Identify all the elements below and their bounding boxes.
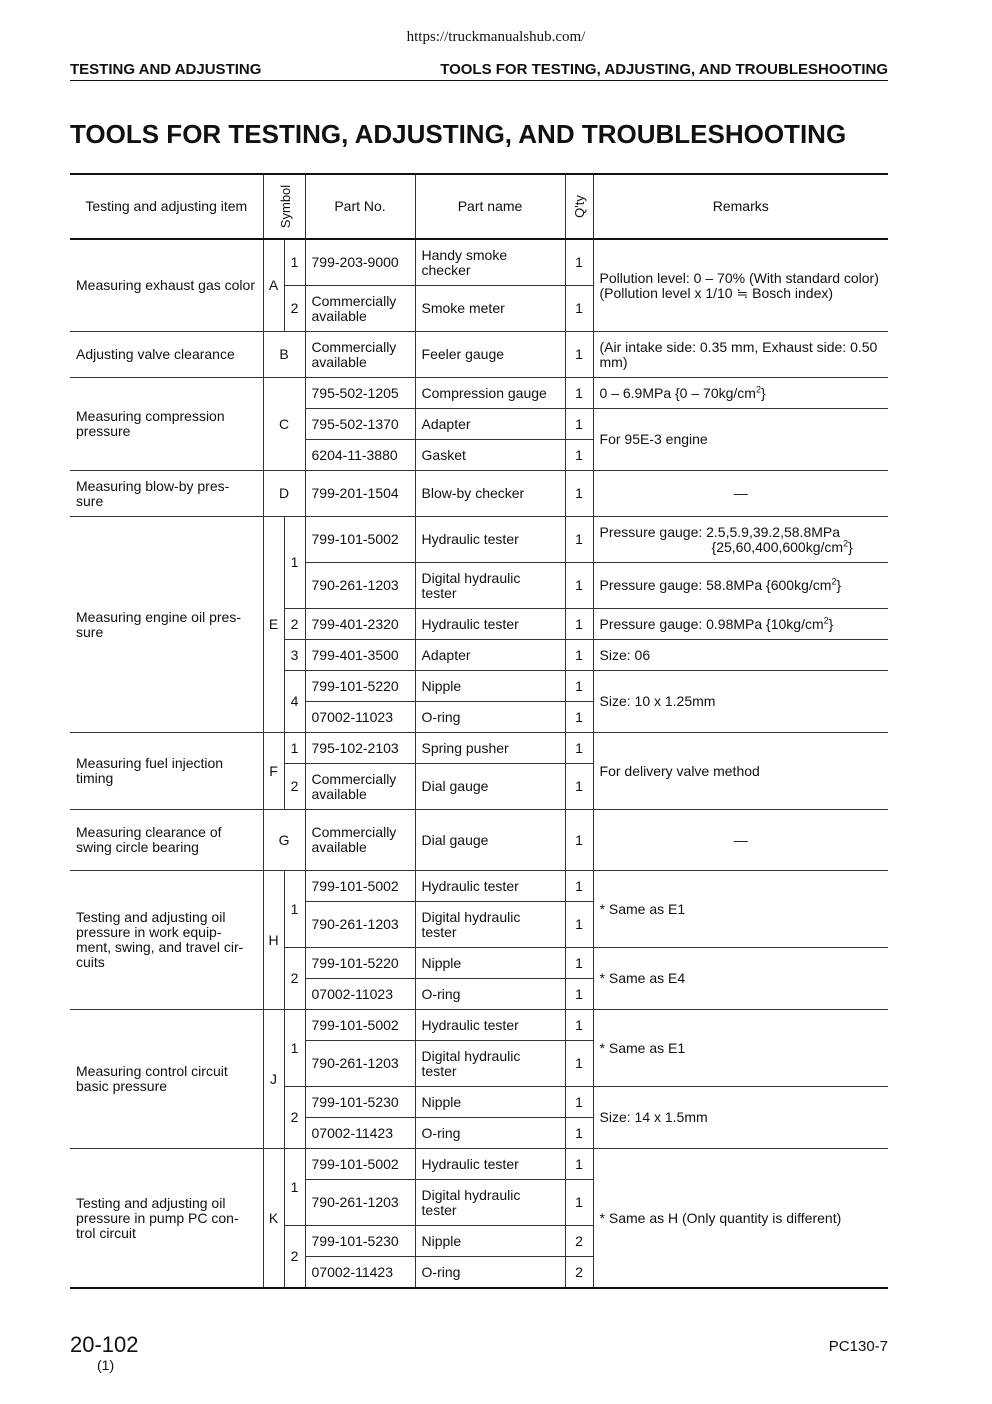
remarks-cell: * Same as E1 (593, 1010, 888, 1087)
part-name-cell: Hydraulic tester (415, 871, 565, 902)
part-name-cell: Digital hydraulic tester (415, 902, 565, 948)
part-name-cell: Hydraulic tester (415, 609, 565, 640)
sub-number-cell: 1 (284, 239, 305, 286)
part-no-cell: 790-261-1203 (305, 1041, 415, 1087)
remarks-cell: For delivery valve method (593, 733, 888, 810)
part-no-cell: 07002-11023 (305, 979, 415, 1010)
item-cell: Adjusting valve clearance (70, 332, 263, 378)
remarks-cell: Size: 14 x 1.5mm (593, 1087, 888, 1149)
part-no-cell: 799-101-5002 (305, 1149, 415, 1180)
sub-number-cell: 2 (284, 764, 305, 810)
part-name-cell: O-ring (415, 1118, 565, 1149)
part-name-cell: Hydraulic tester (415, 1149, 565, 1180)
col-header-item: Testing and adjusting item (70, 174, 263, 239)
part-no-cell: 799-101-5220 (305, 948, 415, 979)
remark-line: Pollution level: 0 – 70% (With standard color) (599, 269, 879, 286)
tools-table (70, 173, 888, 1289)
qty-cell: 1 (565, 902, 593, 948)
qty-cell: 1 (565, 1041, 593, 1087)
remarks-cell: * Same as H (Only quantity is different) (593, 1149, 888, 1289)
table-row (70, 517, 888, 563)
part-name-cell: Nipple (415, 1087, 565, 1118)
sub-number-cell: 2 (284, 948, 305, 1010)
part-no-cell: 790-261-1203 (305, 563, 415, 609)
table-row (70, 1010, 888, 1041)
symbol-cell: K (263, 1149, 284, 1289)
qty-cell: 1 (565, 671, 593, 702)
sub-number-cell: 2 (284, 286, 305, 332)
table-row (70, 733, 888, 764)
col-header-symbol: Symbol (263, 174, 305, 239)
table-row (70, 810, 888, 871)
item-cell: Measuring compression pressure (70, 378, 263, 471)
table-header-row (70, 174, 888, 239)
part-name-cell: Dial gauge (415, 810, 565, 871)
item-cell: Measuring fuel injection timing (70, 733, 263, 810)
qty-cell: 1 (565, 1118, 593, 1149)
symbol-cell: E (263, 517, 284, 733)
qty-cell: 1 (565, 702, 593, 733)
qty-cell: 1 (565, 979, 593, 1010)
remarks-cell: For 95E-3 engine (593, 409, 888, 471)
part-name-cell: Digital hydraulic tester (415, 1041, 565, 1087)
part-name-cell: Digital hydraulic tester (415, 563, 565, 609)
model-name: PC130-7 (828, 1338, 888, 1355)
part-name-cell: Digital hydraulic tester (415, 1180, 565, 1226)
item-cell: Testing and adjusting oil pressure in work equip-ment, swing, and travel cir-cuits (70, 871, 263, 1010)
qty-cell: 1 (565, 440, 593, 471)
page-number: 20-102 (70, 1332, 139, 1357)
source-url[interactable]: https://truckmanualshub.com/ (406, 29, 586, 45)
part-name-cell: Feeler gauge (415, 332, 565, 378)
item-cell: Measuring exhaust gas color (70, 239, 263, 332)
table-row (70, 1149, 888, 1180)
part-no-cell: 799-101-5230 (305, 1087, 415, 1118)
part-no-cell: 799-201-1504 (305, 471, 415, 517)
part-no-cell: Commercially available (305, 286, 415, 332)
part-no-cell: 799-401-3500 (305, 640, 415, 671)
part-name-cell: Hydraulic tester (415, 517, 565, 563)
part-name-cell: O-ring (415, 979, 565, 1010)
remarks-cell: — (593, 471, 888, 517)
part-name-cell: Smoke meter (415, 286, 565, 332)
qty-cell: 1 (565, 640, 593, 671)
part-name-cell: Gasket (415, 440, 565, 471)
part-no-cell: 799-101-5220 (305, 671, 415, 702)
part-no-cell: 799-101-5002 (305, 517, 415, 563)
remarks-cell: Size: 10 x 1.25mm (593, 671, 888, 733)
part-name-cell: Adapter (415, 409, 565, 440)
qty-cell: 1 (565, 239, 593, 286)
part-name-cell: Nipple (415, 671, 565, 702)
part-no-cell: 799-101-5002 (305, 1010, 415, 1041)
item-cell: Measuring blow-by pres-sure (70, 471, 263, 517)
part-no-cell: Commercially available (305, 810, 415, 871)
part-name-cell: O-ring (415, 1257, 565, 1289)
item-cell: Measuring engine oil pres-sure (70, 517, 263, 733)
qty-cell: 2 (565, 1226, 593, 1257)
qty-cell: 1 (565, 286, 593, 332)
header-rule (70, 80, 888, 81)
col-header-part-name: Part name (415, 174, 565, 239)
remarks-cell: Pressure gauge: 58.8MPa $\{600kg/cm^2\}$ (593, 563, 888, 609)
sub-number-cell: 1 (284, 517, 305, 609)
part-no-cell: 799-203-9000 (305, 239, 415, 286)
qty-cell: 1 (565, 332, 593, 378)
remarks-cell: Pressure gauge: 0.98MPa $\{10kg/cm^2\}$ (593, 609, 888, 640)
sub-number-cell: 1 (284, 1149, 305, 1226)
qty-cell: 1 (565, 1087, 593, 1118)
symbol-cell: B (263, 332, 305, 378)
qty-cell: 1 (565, 871, 593, 902)
part-name-cell: Compression gauge (415, 378, 565, 409)
part-no-cell: Commercially available (305, 332, 415, 378)
sub-number-cell: 1 (284, 733, 305, 764)
remark-line: Pressure gauge: 2.5,5.9,39.2,58.8MPa (599, 523, 841, 540)
qty-cell: 1 (565, 733, 593, 764)
remarks-cell (593, 517, 888, 563)
sub-number-cell: 1 (284, 1010, 305, 1087)
qty-cell: 1 (565, 471, 593, 517)
section-header: TESTING AND ADJUSTING (70, 61, 262, 78)
qty-cell: 1 (565, 563, 593, 609)
part-name-cell: Handy smoke checker (415, 239, 565, 286)
part-name-cell: O-ring (415, 702, 565, 733)
sub-number-cell: 2 (284, 1226, 305, 1289)
part-no-cell: 799-401-2320 (305, 609, 415, 640)
remarks-cell: 0 – 6.9MPa $\{0 - 70kg/cm^2\}$ (593, 378, 888, 409)
part-no-cell: 07002-11023 (305, 702, 415, 733)
qty-cell: 1 (565, 1010, 593, 1041)
table-row (70, 471, 888, 517)
qty-cell: 1 (565, 1149, 593, 1180)
page-revision: (1) (97, 1357, 115, 1373)
symbol-cell: H (263, 871, 284, 1010)
part-no-cell: Commercially available (305, 764, 415, 810)
col-header-remarks: Remarks (593, 174, 888, 239)
part-no-cell: 6204-11-3880 (305, 440, 415, 471)
item-cell: Testing and adjusting oil pressure in pump PC con-trol circuit (70, 1149, 263, 1289)
page-title: TOOLS FOR TESTING, ADJUSTING, AND TROUBLESHOOTING (70, 119, 847, 149)
sub-number-cell: 2 (284, 609, 305, 640)
table-row (70, 871, 888, 902)
part-name-cell: Dial gauge (415, 764, 565, 810)
table-row (70, 239, 888, 286)
part-name-cell: Nipple (415, 948, 565, 979)
symbol-cell: J (263, 1010, 284, 1149)
part-no-cell: 795-502-1370 (305, 409, 415, 440)
remarks-cell: (Air intake side: 0.35 mm, Exhaust side: 0.50 mm) (593, 332, 888, 378)
item-cell: Measuring control circuit basic pressure (70, 1010, 263, 1149)
qty-cell: 1 (565, 810, 593, 871)
remarks-cell (593, 239, 888, 332)
qty-cell: 1 (565, 1180, 593, 1226)
remark-line: (Pollution level x 1/10 ≒ Bosch index) (599, 284, 834, 301)
part-no-cell: 07002-11423 (305, 1118, 415, 1149)
qty-cell: 1 (565, 517, 593, 563)
qty-cell: 1 (565, 609, 593, 640)
col-header-qty: Q'ty (565, 174, 593, 239)
remarks-cell: * Same as E1 (593, 871, 888, 948)
part-name-cell: Blow-by checker (415, 471, 565, 517)
sub-number-cell: 3 (284, 640, 305, 671)
item-cell: Measuring clearance of swing circle bearing (70, 810, 263, 871)
table-row (70, 378, 888, 409)
qty-cell: 1 (565, 409, 593, 440)
symbol-cell: D (263, 471, 305, 517)
chapter-header: TOOLS FOR TESTING, ADJUSTING, AND TROUBLESHOOTING (440, 61, 888, 78)
remarks-cell: Size: 06 (593, 640, 888, 671)
part-no-cell: 790-261-1203 (305, 902, 415, 948)
qty-cell: 1 (565, 378, 593, 409)
part-no-cell: 795-502-1205 (305, 378, 415, 409)
symbol-cell: G (263, 810, 305, 871)
part-no-cell: 799-101-5002 (305, 871, 415, 902)
table-row (70, 332, 888, 378)
part-no-cell: 07002-11423 (305, 1257, 415, 1289)
col-header-part-no: Part No. (305, 174, 415, 239)
remarks-cell: — (593, 810, 888, 871)
part-no-cell: 795-102-2103 (305, 733, 415, 764)
part-name-cell: Spring pusher (415, 733, 565, 764)
part-no-cell: 799-101-5230 (305, 1226, 415, 1257)
part-no-cell: 790-261-1203 (305, 1180, 415, 1226)
sub-number-cell: 2 (284, 1087, 305, 1149)
qty-cell: 1 (565, 764, 593, 810)
remark-line: $\{25,60,400,600kg/cm^2\}$ (711, 537, 853, 555)
part-name-cell: Nipple (415, 1226, 565, 1257)
qty-cell: 1 (565, 948, 593, 979)
remarks-cell: * Same as E4 (593, 948, 888, 1010)
part-name-cell: Adapter (415, 640, 565, 671)
qty-cell: 2 (565, 1257, 593, 1289)
symbol-cell: F (263, 733, 284, 810)
symbol-cell: A (263, 239, 284, 332)
symbol-cell: C (263, 378, 305, 471)
sub-number-cell: 4 (284, 671, 305, 733)
sub-number-cell: 1 (284, 871, 305, 948)
part-name-cell: Hydraulic tester (415, 1010, 565, 1041)
